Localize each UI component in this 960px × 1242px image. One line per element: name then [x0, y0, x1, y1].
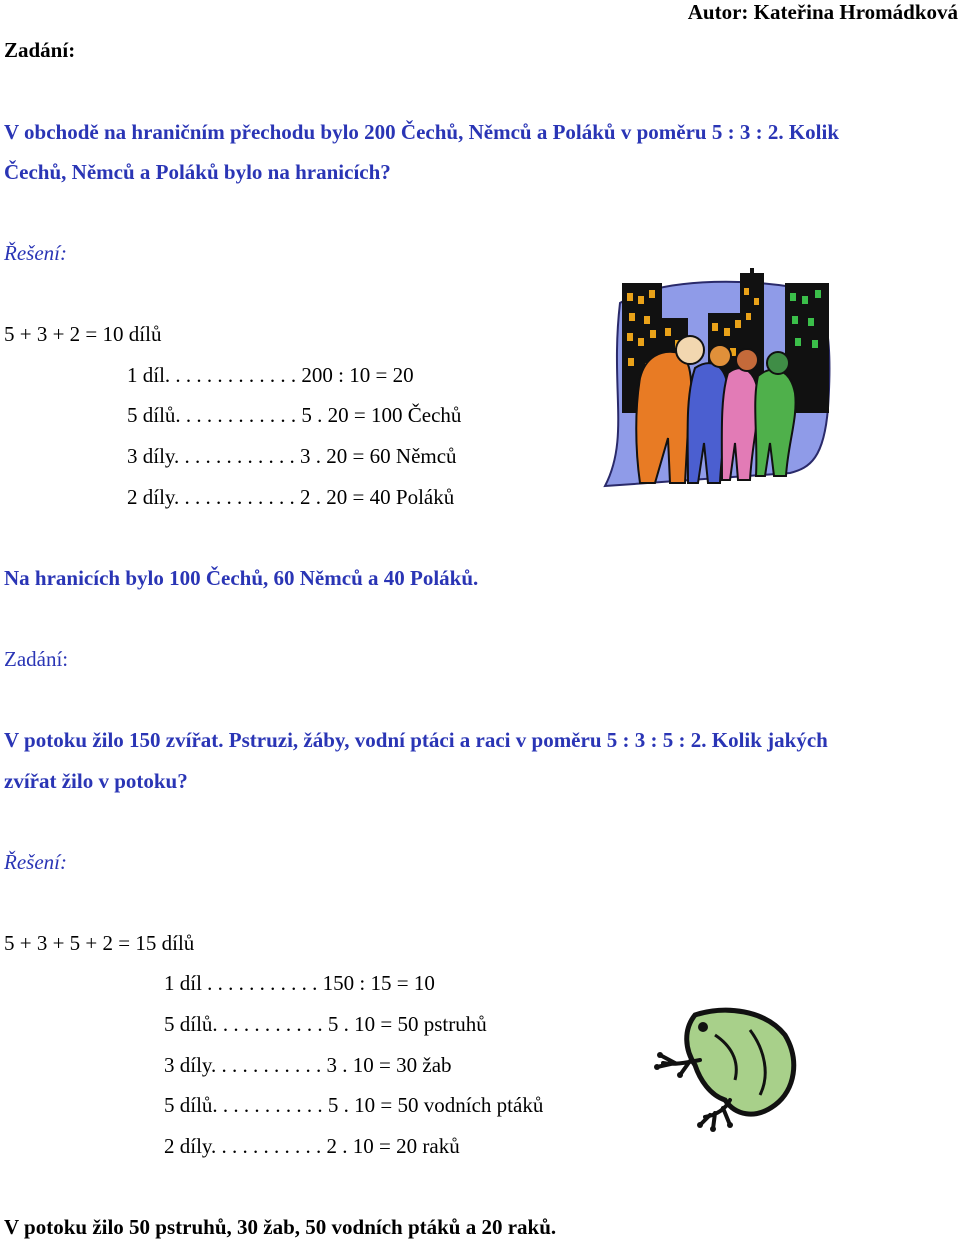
task2-step: 5 dílů. . . . . . . . . . . 5 . 10 = 50 pstruhů [164, 1012, 487, 1036]
task1-step: 5 dílů. . . . . . . . . . . . 5 . 20 = 100 Čechů [127, 403, 462, 427]
city-people-clipart [600, 268, 835, 493]
task2-text-line1: V potoku žilo 150 zvířat. Pstruzi, žáby, vodní ptáci a raci v poměru 5 : 3 : 5 : 2. Kolik jakých [4, 728, 828, 752]
task2-step: 3 díly. . . . . . . . . . . 3 . 10 = 30 žab [164, 1053, 452, 1077]
frog-back-leg [700, 1100, 730, 1129]
frog-clipart [655, 1005, 800, 1135]
author-name: Autor: Kateřina Hromádková [687, 0, 958, 24]
task1-text-line1: V obchodě na hraničním přechodu bylo 200 Čechů, Němců a Poláků v poměru 5 : 3 : 2. Kolik [4, 120, 840, 144]
task2-step: 5 dílů. . . . . . . . . . . 5 . 10 = 50 vodních ptáků [164, 1093, 544, 1117]
task2-solution-heading: Řešení: [4, 850, 67, 874]
task2-heading: Zadání: [4, 647, 69, 671]
people [636, 336, 795, 483]
task1-step: 1 díl. . . . . . . . . . . . . 200 : 10 = 20 [127, 363, 414, 387]
task1-step: 2 díly. . . . . . . . . . . . 2 . 20 = 40 Poláků [127, 485, 455, 509]
task2-answer: V potoku žilo 50 pstruhů, 30 žab, 50 vodních ptáků a 20 raků. [4, 1215, 557, 1239]
task1-sum-line: 5 + 3 + 2 = 10 dílů [4, 322, 162, 346]
task2-sum-line: 5 + 3 + 5 + 2 = 15 dílů [4, 931, 195, 955]
task2-step: 1 díl . . . . . . . . . . . 150 : 15 = 10 [164, 971, 435, 995]
task1-heading: Zadání: [4, 38, 76, 62]
task1-solution-heading: Řešení: [4, 241, 67, 265]
task2-text-line2: zvířat žilo v potoku? [4, 769, 188, 793]
task2-step: 2 díly. . . . . . . . . . . 2 . 10 = 20 raků [164, 1134, 460, 1158]
task1-answer: Na hranicích bylo 100 Čechů, 60 Němců a 40 Poláků. [4, 566, 479, 590]
task1-text-line2: Čechů, Němců a Poláků bylo na hranicích? [4, 160, 391, 184]
task1-step: 3 díly. . . . . . . . . . . . 3 . 20 = 60 Němců [127, 444, 457, 468]
